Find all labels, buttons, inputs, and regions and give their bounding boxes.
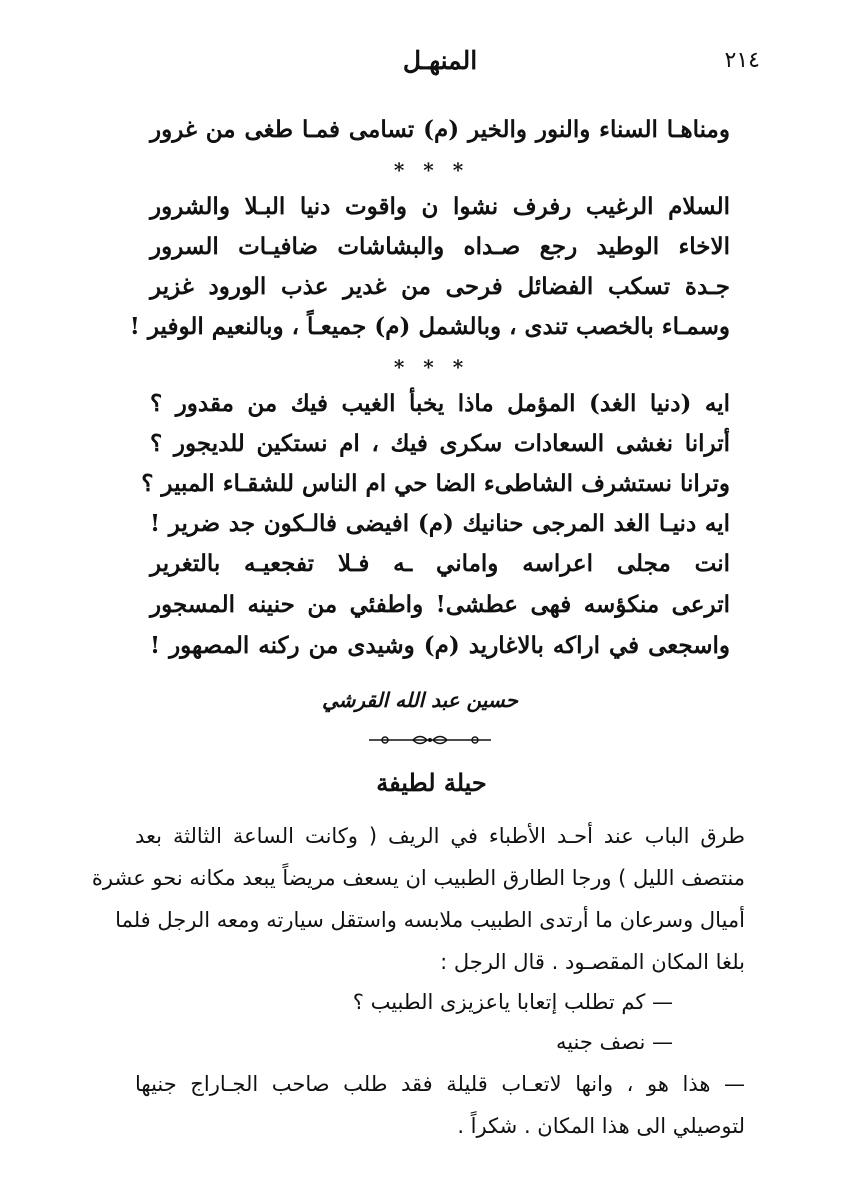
poem-line: انت مجلى اعراسه واماني ـه فـلا تفجعيـه بالتغرير — [150, 550, 730, 577]
stanza-separator: * * * — [393, 355, 470, 379]
poem-line: وسمـاء بالخصب تندى ، وبالشمل (م) جميعـاً ، وبالنعيم الوفير ! — [129, 313, 730, 340]
poem-line: واسجعى في اراكه بالاغاريد (م) وشيدى من ركنه المصهور ! — [150, 632, 730, 659]
page-header — [120, 42, 760, 82]
dialogue-line: — كم تطلب إتعابا ياعزيزى الطبيب ؟ — [352, 990, 673, 1014]
paragraph-line: بلغا المكان المقصـود . قال الرجل : — [440, 950, 745, 974]
paragraph-line: منتصف الليل ) ورجا الطارق الطبيب ان يسعف مريضاً يبعد مكانه نحو عشرة — [91, 866, 745, 890]
poem-line: الاخاء الوطيد رجع صـداه والبشاشات ضافيـات السرور — [150, 233, 730, 260]
poem-line: ايه دنيـا الغد المرجى حنانيك (م) افيضى فالـكون جد ضرير ! — [150, 510, 730, 537]
poem-line: اترعى منكؤسه فهى عطشى! واطفئي من حنينه المسجور — [150, 591, 730, 618]
poem-line: ايه (دنيا الغد) المؤمل ماذا يخبأ الغيب فيك من مقدور ؟ — [150, 390, 730, 417]
dialogue-line: — هذا هو ، وانها لاتعـاب قليلة فقد طلب صاحب الجـاراج جنيها — [135, 1072, 745, 1096]
paragraph-line: طرق الباب عند أحـد الأطباء في الريف ( وكانت الساعة الثالثة بعد — [135, 824, 745, 848]
section-title: حيلة لطيفة — [376, 768, 487, 797]
paragraph-line: لتوصيلي الى هذا المكان . شكراً . — [457, 1114, 745, 1138]
poem-line: السلام الرغيب رفرف نشوا ن واقوت دنيا البـلا والشرور — [150, 193, 730, 220]
page-number: ٢١٤ — [724, 48, 760, 73]
poem-line: جـدة تسكب الفضائل فرحى من غدير عذب الورود غزير — [150, 273, 730, 300]
poem-line: ومناهـا السناء والنور والخير (م) تسامى فمـا طغى من غرور — [150, 116, 730, 143]
author-signature: حسين عبد الله القرشي — [321, 688, 519, 712]
running-title: المنهـل — [402, 46, 478, 75]
stanza-separator: * * * — [393, 158, 470, 182]
paragraph-line: أميال وسرعان ما أرتدى الطبيب ملابسه واستقل سيارته ومعه الرجل فلما — [115, 908, 745, 932]
poem-line: أترانا نغشى السعادات سكرى فيك ، ام نستكين للديجور ؟ — [150, 430, 730, 457]
ornamental-divider — [365, 730, 495, 750]
poem-line: وترانا نستشرف الشاطىء الضا حي ام الناس للشقـاء المبير ؟ — [141, 470, 730, 497]
dialogue-line: — نصف جنيه — [555, 1030, 673, 1054]
